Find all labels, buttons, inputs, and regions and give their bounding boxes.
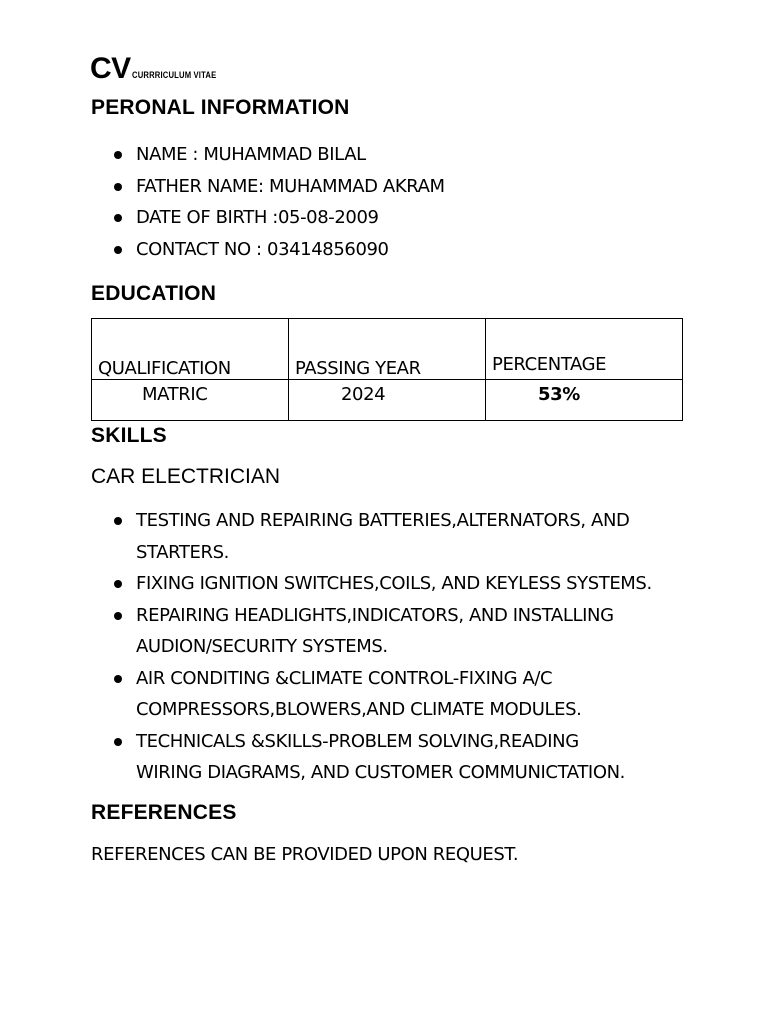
education-table bbox=[91, 318, 683, 421]
list-item bbox=[110, 600, 710, 663]
skill-line: TECHNICALS &SKILLS-PROBLEM SOLVING,READING bbox=[136, 730, 579, 752]
list-item bbox=[110, 663, 710, 726]
bullet-icon bbox=[114, 151, 122, 159]
cv-title-big: CV bbox=[90, 52, 131, 85]
table-row bbox=[92, 380, 683, 421]
bullet-icon bbox=[114, 183, 122, 191]
bullet-icon bbox=[114, 246, 122, 254]
skill-line: FIXING IGNITION SWITCHES,COILS, AND KEYLESS SYSTEMS. bbox=[136, 573, 652, 594]
skill-line: WIRING DIAGRAMS, AND CUSTOMER COMMUNICTATION. bbox=[136, 762, 625, 783]
column-header-text: PASSING YEAR bbox=[295, 358, 421, 379]
cell-qualification: MATRIC bbox=[92, 380, 289, 421]
skill-line: STARTERS. bbox=[136, 541, 229, 563]
list-item bbox=[110, 139, 710, 171]
personal-father-name: FATHER NAME: MUHAMMAD AKRAM bbox=[136, 175, 445, 197]
cell-percentage: 53% bbox=[486, 380, 683, 421]
list-item bbox=[110, 505, 710, 568]
skill-line: TESTING AND REPAIRING BATTERIES,ALTERNATORS, AND bbox=[136, 510, 630, 531]
column-header-text: PERCENTAGE bbox=[492, 354, 607, 375]
skill-line: AIR CONDITING &CLIMATE CONTROL-FIXING A/C bbox=[136, 667, 553, 689]
bullet-icon bbox=[114, 612, 122, 620]
list-item bbox=[110, 234, 710, 266]
personal-info-heading: PERONAL INFORMATION bbox=[91, 96, 350, 119]
table-header-row bbox=[92, 319, 683, 380]
list-item bbox=[110, 568, 710, 600]
skill-line: COMPRESSORS,BLOWERS,AND CLIMATE MODULES. bbox=[136, 699, 582, 720]
skill-line: AUDION/SECURITY SYSTEMS. bbox=[136, 636, 388, 657]
bullet-icon bbox=[114, 738, 122, 746]
bullet-icon bbox=[114, 580, 122, 588]
list-item bbox=[110, 726, 710, 789]
skill-line: REPAIRING HEADLIGHTS,INDICATORS, AND INSTALLING bbox=[136, 604, 614, 626]
list-item bbox=[110, 171, 710, 203]
bullet-icon bbox=[114, 517, 122, 525]
personal-info-list bbox=[110, 139, 710, 265]
skills-list bbox=[110, 505, 710, 789]
bullet-icon bbox=[114, 214, 122, 222]
column-header-passing-year bbox=[289, 319, 486, 380]
list-item bbox=[110, 202, 710, 234]
references-text: REFERENCES CAN BE PROVIDED UPON REQUEST. bbox=[91, 844, 519, 865]
column-header-percentage bbox=[486, 319, 683, 380]
cell-passing-year: 2024 bbox=[289, 380, 486, 421]
skills-heading: SKILLS bbox=[91, 424, 167, 447]
column-header-qualification bbox=[92, 319, 289, 380]
personal-contact: CONTACT NO : 03414856090 bbox=[136, 238, 389, 260]
personal-dob: DATE OF BIRTH :05-08-2009 bbox=[136, 207, 379, 228]
skills-subheading: CAR ELECTRICIAN bbox=[91, 465, 281, 488]
bullet-icon bbox=[114, 675, 122, 683]
personal-name: NAME : MUHAMMAD BILAL bbox=[136, 144, 366, 165]
education-heading: EDUCATION bbox=[91, 282, 217, 305]
cv-title-subtitle: CURRRICULUM VITAE bbox=[131, 70, 217, 80]
column-header-text: QUALIFICATION bbox=[98, 358, 231, 379]
references-heading: REFERENCES bbox=[91, 801, 237, 824]
cv-title bbox=[90, 52, 231, 86]
